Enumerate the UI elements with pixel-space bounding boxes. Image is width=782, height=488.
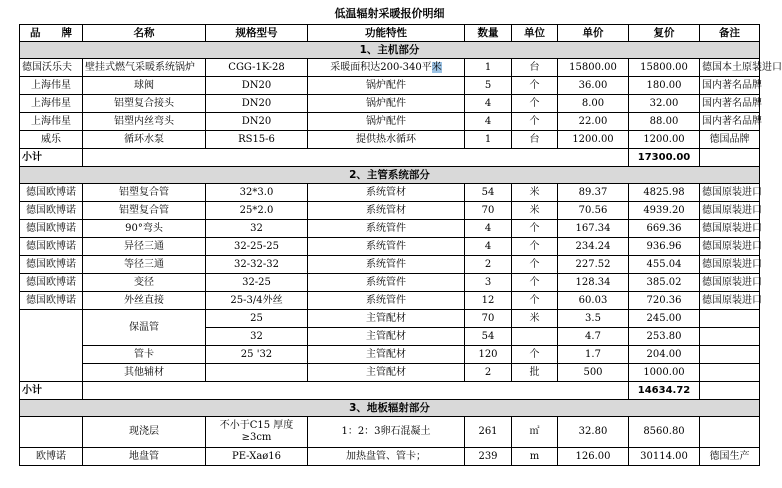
- header-price[interactable]: 单价: [558, 25, 629, 42]
- cell-qty[interactable]: 70: [465, 310, 512, 328]
- cell-function-text: 采暖面积达200-340平: [330, 61, 432, 73]
- section-title[interactable]: 1、主机部分: [20, 42, 760, 59]
- cell-unit[interactable]: 个: [512, 238, 558, 256]
- cell-brand[interactable]: 德国欧博诺: [20, 202, 83, 220]
- cell-qty[interactable]: 54: [465, 328, 512, 346]
- section-title[interactable]: 2、主管系统部分: [20, 167, 760, 184]
- header-spec[interactable]: 规格型号: [206, 25, 308, 42]
- cell-price[interactable]: 15800.00: [558, 59, 629, 77]
- cell-spec[interactable]: DN20: [206, 77, 308, 95]
- cell-note[interactable]: 德国品牌: [700, 131, 760, 149]
- cell-name[interactable]: 保温管: [83, 310, 206, 346]
- cell-unit[interactable]: 米: [512, 184, 558, 202]
- header-function[interactable]: 功能特性: [308, 25, 465, 42]
- cell-spec[interactable]: 不小于C15 厚度≥3cm: [206, 417, 308, 448]
- cell-price[interactable]: 70.56: [558, 202, 629, 220]
- cell-price[interactable]: 36.00: [558, 77, 629, 95]
- sheet-title: 低温辐射采暖报价明细: [334, 7, 445, 20]
- cell-function[interactable]: 主管配材: [308, 364, 465, 382]
- cell-note[interactable]: [700, 346, 760, 364]
- cell-note[interactable]: 德国原装进口: [700, 220, 760, 238]
- cell-note[interactable]: [700, 328, 760, 346]
- cell-qty[interactable]: 1: [465, 59, 512, 77]
- cell-spec[interactable]: 32-32-32: [206, 256, 308, 274]
- table-row: [20, 131, 760, 149]
- cell-brand[interactable]: 上海伟星: [20, 77, 83, 95]
- cell-unit[interactable]: 个: [512, 113, 558, 131]
- cell-qty[interactable]: 12: [465, 292, 512, 310]
- section-header: [20, 42, 760, 59]
- section-title[interactable]: 3、地板辐射部分: [20, 400, 760, 417]
- cell-spec[interactable]: 25*2.0: [206, 202, 308, 220]
- cell-name[interactable]: 球阀: [83, 77, 206, 95]
- cell-price[interactable]: 60.03: [558, 292, 629, 310]
- cell-unit[interactable]: ㎡: [512, 417, 558, 448]
- cell-price[interactable]: 89.37: [558, 184, 629, 202]
- cell-total[interactable]: 8560.80: [629, 417, 700, 448]
- cell-note[interactable]: 德国原装进口: [700, 274, 760, 292]
- cell-brand[interactable]: 德国欧博诺: [20, 184, 83, 202]
- cell-total[interactable]: 1000.00: [629, 364, 700, 382]
- cell-qty[interactable]: 2: [465, 256, 512, 274]
- cell-total[interactable]: 720.36: [629, 292, 700, 310]
- cell-name[interactable]: 地盘管: [83, 448, 206, 466]
- cell-note[interactable]: [700, 417, 760, 448]
- cell-brand[interactable]: 德国欧博诺: [20, 292, 83, 310]
- header-row: [20, 25, 760, 42]
- cell-qty[interactable]: 70: [465, 202, 512, 220]
- cell-name[interactable]: 等径三通: [83, 256, 206, 274]
- subtotal-row: [20, 149, 760, 167]
- table-row: [20, 238, 760, 256]
- cell-total[interactable]: 455.04: [629, 256, 700, 274]
- cell-note[interactable]: 德国原装进口: [700, 256, 760, 274]
- cell-price[interactable]: 1200.00: [558, 131, 629, 149]
- cell-spec[interactable]: 32-25-25: [206, 238, 308, 256]
- cell-spec[interactable]: 32: [206, 220, 308, 238]
- cell-brand[interactable]: 德国欧博诺: [20, 256, 83, 274]
- subtotal-label[interactable]: 小计: [20, 382, 83, 400]
- cell-unit[interactable]: 个: [512, 77, 558, 95]
- table-row: [20, 256, 760, 274]
- cell-total[interactable]: 4939.20: [629, 202, 700, 220]
- cell-total[interactable]: 15800.00: [629, 59, 700, 77]
- cell-qty[interactable]: 54: [465, 184, 512, 202]
- cell-note[interactable]: 德国本土原装进口: [700, 59, 760, 77]
- cell-spec[interactable]: [206, 364, 308, 382]
- cell-unit[interactable]: 米: [512, 310, 558, 328]
- subtotal-label[interactable]: 小计: [20, 149, 83, 167]
- cell-spec[interactable]: 25-3/4外丝: [206, 292, 308, 310]
- cell-spec[interactable]: RS15-6: [206, 131, 308, 149]
- cell-function[interactable]: [308, 59, 465, 77]
- cell-note[interactable]: 国内著名品牌: [700, 95, 760, 113]
- cell-qty[interactable]: 120: [465, 346, 512, 364]
- cell-unit[interactable]: 个: [512, 95, 558, 113]
- table-row: [20, 95, 760, 113]
- cell-price[interactable]: 234.24: [558, 238, 629, 256]
- cell-note[interactable]: 国内著名品牌: [700, 77, 760, 95]
- cell-note[interactable]: 德国原装进口: [700, 238, 760, 256]
- cell-unit[interactable]: [512, 328, 558, 346]
- cell-qty[interactable]: 4: [465, 238, 512, 256]
- cell-total[interactable]: 204.00: [629, 346, 700, 364]
- cell-total[interactable]: 1200.00: [629, 131, 700, 149]
- table-row: [20, 364, 760, 382]
- cell-note[interactable]: [700, 364, 760, 382]
- cell-name[interactable]: 铝塑复合管: [83, 202, 206, 220]
- cell-total[interactable]: 253.80: [629, 328, 700, 346]
- subtotal-value[interactable]: 17300.00: [629, 149, 700, 167]
- cell-brand[interactable]: [20, 310, 83, 382]
- table-row: [20, 417, 760, 448]
- cell-unit[interactable]: 个: [512, 220, 558, 238]
- cell-function-selected-text: 米: [431, 61, 442, 73]
- cell-total[interactable]: 669.36: [629, 220, 700, 238]
- table-row: [20, 59, 760, 77]
- cell-function[interactable]: 系统管件: [308, 220, 465, 238]
- cell-spec[interactable]: 25 '32: [206, 346, 308, 364]
- quote-table: [19, 24, 782, 466]
- header-unit[interactable]: 单位: [512, 25, 558, 42]
- table-row: [20, 346, 760, 364]
- cell-unit[interactable]: 个: [512, 274, 558, 292]
- subtotal-row: [20, 382, 760, 400]
- cell-function[interactable]: 系统管件: [308, 256, 465, 274]
- cell-price[interactable]: 500: [558, 364, 629, 382]
- cell-total[interactable]: 30114.00: [629, 448, 700, 466]
- cell-note[interactable]: 国内著名品牌: [700, 113, 760, 131]
- cell-name[interactable]: 管卡: [83, 346, 206, 364]
- cell-price[interactable]: 22.00: [558, 113, 629, 131]
- cell-qty[interactable]: 261: [465, 417, 512, 448]
- cell-name[interactable]: 铝塑内丝弯头: [83, 113, 206, 131]
- subtotal-value[interactable]: 14634.72: [629, 382, 700, 400]
- subtotal-spacer[interactable]: [83, 382, 629, 400]
- cell-name[interactable]: 其他辅材: [83, 364, 206, 382]
- cell-name[interactable]: 壁挂式燃气采暖系统锅炉: [83, 59, 206, 77]
- cell-qty[interactable]: 5: [465, 77, 512, 95]
- cell-brand[interactable]: 上海伟星: [20, 95, 83, 113]
- cell-total[interactable]: 245.00: [629, 310, 700, 328]
- cell-total[interactable]: 180.00: [629, 77, 700, 95]
- cell-function[interactable]: 主管配材: [308, 328, 465, 346]
- cell-brand[interactable]: 德国欧博诺: [20, 238, 83, 256]
- table-row: [20, 202, 760, 220]
- section-header: [20, 167, 760, 184]
- table-row: [20, 184, 760, 202]
- cell-brand[interactable]: 威乐: [20, 131, 83, 149]
- cell-unit[interactable]: 个: [512, 346, 558, 364]
- cell-name[interactable]: 铝塑复合管: [83, 184, 206, 202]
- cell-note[interactable]: 德国原装进口: [700, 184, 760, 202]
- subtotal-note[interactable]: [700, 382, 760, 400]
- cell-name[interactable]: 外丝直接: [83, 292, 206, 310]
- cell-function[interactable]: 锅炉配件: [308, 95, 465, 113]
- cell-note[interactable]: [700, 310, 760, 328]
- cell-price[interactable]: 4.7: [558, 328, 629, 346]
- cell-brand[interactable]: 德国欧博诺: [20, 220, 83, 238]
- cell-qty[interactable]: 4: [465, 113, 512, 131]
- cell-function[interactable]: 加热盘管、管卡；: [308, 448, 465, 466]
- cell-unit[interactable]: 米: [512, 202, 558, 220]
- cell-spec[interactable]: 25: [206, 310, 308, 328]
- section-header: [20, 400, 760, 417]
- cell-price[interactable]: 3.5: [558, 310, 629, 328]
- cell-function[interactable]: 系统管件: [308, 238, 465, 256]
- subtotal-note[interactable]: [700, 149, 760, 167]
- cell-qty[interactable]: 4: [465, 220, 512, 238]
- header-total[interactable]: 复价: [629, 25, 700, 42]
- cell-brand[interactable]: 上海伟星: [20, 113, 83, 131]
- cell-qty[interactable]: 2: [465, 364, 512, 382]
- cell-total[interactable]: 32.00: [629, 95, 700, 113]
- cell-spec[interactable]: 32*3.0: [206, 184, 308, 202]
- header-brand[interactable]: 品 牌: [20, 25, 83, 42]
- cell-spec[interactable]: 32: [206, 328, 308, 346]
- cell-unit[interactable]: 台: [512, 59, 558, 77]
- cell-function[interactable]: 提供热水循环: [308, 131, 465, 149]
- cell-note[interactable]: 德国原装进口: [700, 202, 760, 220]
- cell-name[interactable]: 变径: [83, 274, 206, 292]
- cell-name[interactable]: 现浇层: [83, 417, 206, 448]
- cell-brand[interactable]: [20, 417, 83, 448]
- cell-function[interactable]: 主管配材: [308, 346, 465, 364]
- cell-function[interactable]: 锅炉配件: [308, 77, 465, 95]
- cell-unit[interactable]: m: [512, 448, 558, 466]
- cell-qty[interactable]: 3: [465, 274, 512, 292]
- header-name[interactable]: 名称: [83, 25, 206, 42]
- cell-function[interactable]: 主管配材: [308, 310, 465, 328]
- cell-name[interactable]: 异径三通: [83, 238, 206, 256]
- cell-total[interactable]: 936.96: [629, 238, 700, 256]
- cell-qty[interactable]: 239: [465, 448, 512, 466]
- cell-price[interactable]: 1.7: [558, 346, 629, 364]
- table-row: [20, 220, 760, 238]
- table-row: [20, 448, 760, 466]
- cell-unit[interactable]: 批: [512, 364, 558, 382]
- cell-qty[interactable]: 4: [465, 95, 512, 113]
- cell-spec[interactable]: 32-25: [206, 274, 308, 292]
- cell-note[interactable]: 德国原装进口: [700, 292, 760, 310]
- cell-price[interactable]: 32.80: [558, 417, 629, 448]
- cell-spec[interactable]: DN20: [206, 95, 308, 113]
- cell-price[interactable]: 126.00: [558, 448, 629, 466]
- cell-function[interactable]: 1：2：3卵石混凝土: [308, 417, 465, 448]
- cell-unit[interactable]: 个: [512, 256, 558, 274]
- subtotal-spacer[interactable]: [83, 149, 629, 167]
- cell-total[interactable]: 88.00: [629, 113, 700, 131]
- cell-spec[interactable]: DN20: [206, 113, 308, 131]
- cell-brand[interactable]: 德国欧博诺: [20, 274, 83, 292]
- cell-total[interactable]: 385.02: [629, 274, 700, 292]
- cell-unit[interactable]: 台: [512, 131, 558, 149]
- cell-function[interactable]: 系统管件: [308, 292, 465, 310]
- table-row: [20, 310, 760, 328]
- cell-name[interactable]: 铝塑复合接头: [83, 95, 206, 113]
- cell-brand[interactable]: 欧博诺: [20, 448, 83, 466]
- cell-price[interactable]: 8.00: [558, 95, 629, 113]
- cell-total[interactable]: 4825.98: [629, 184, 700, 202]
- cell-name[interactable]: 循环水泵: [83, 131, 206, 149]
- cell-function[interactable]: 系统管材: [308, 184, 465, 202]
- cell-price[interactable]: 227.52: [558, 256, 629, 274]
- cell-brand[interactable]: 德国沃乐夫: [20, 59, 83, 77]
- cell-spec[interactable]: CGG-1K-28: [206, 59, 308, 77]
- cell-price[interactable]: 128.34: [558, 274, 629, 292]
- cell-qty[interactable]: 1: [465, 131, 512, 149]
- cell-function[interactable]: 系统管件: [308, 274, 465, 292]
- table-row: [20, 77, 760, 95]
- cell-unit[interactable]: 个: [512, 292, 558, 310]
- header-qty[interactable]: 数量: [465, 25, 512, 42]
- cell-spec[interactable]: PE-Xaø16: [206, 448, 308, 466]
- table-row: [20, 274, 760, 292]
- cell-price[interactable]: 167.34: [558, 220, 629, 238]
- header-note[interactable]: 备注: [700, 25, 760, 42]
- cell-name[interactable]: 90°弯头: [83, 220, 206, 238]
- cell-note[interactable]: 德国生产: [700, 448, 760, 466]
- table-row: [20, 292, 760, 310]
- cell-function[interactable]: 系统管材: [308, 202, 465, 220]
- table-row: [20, 113, 760, 131]
- cell-function[interactable]: 锅炉配件: [308, 113, 465, 131]
